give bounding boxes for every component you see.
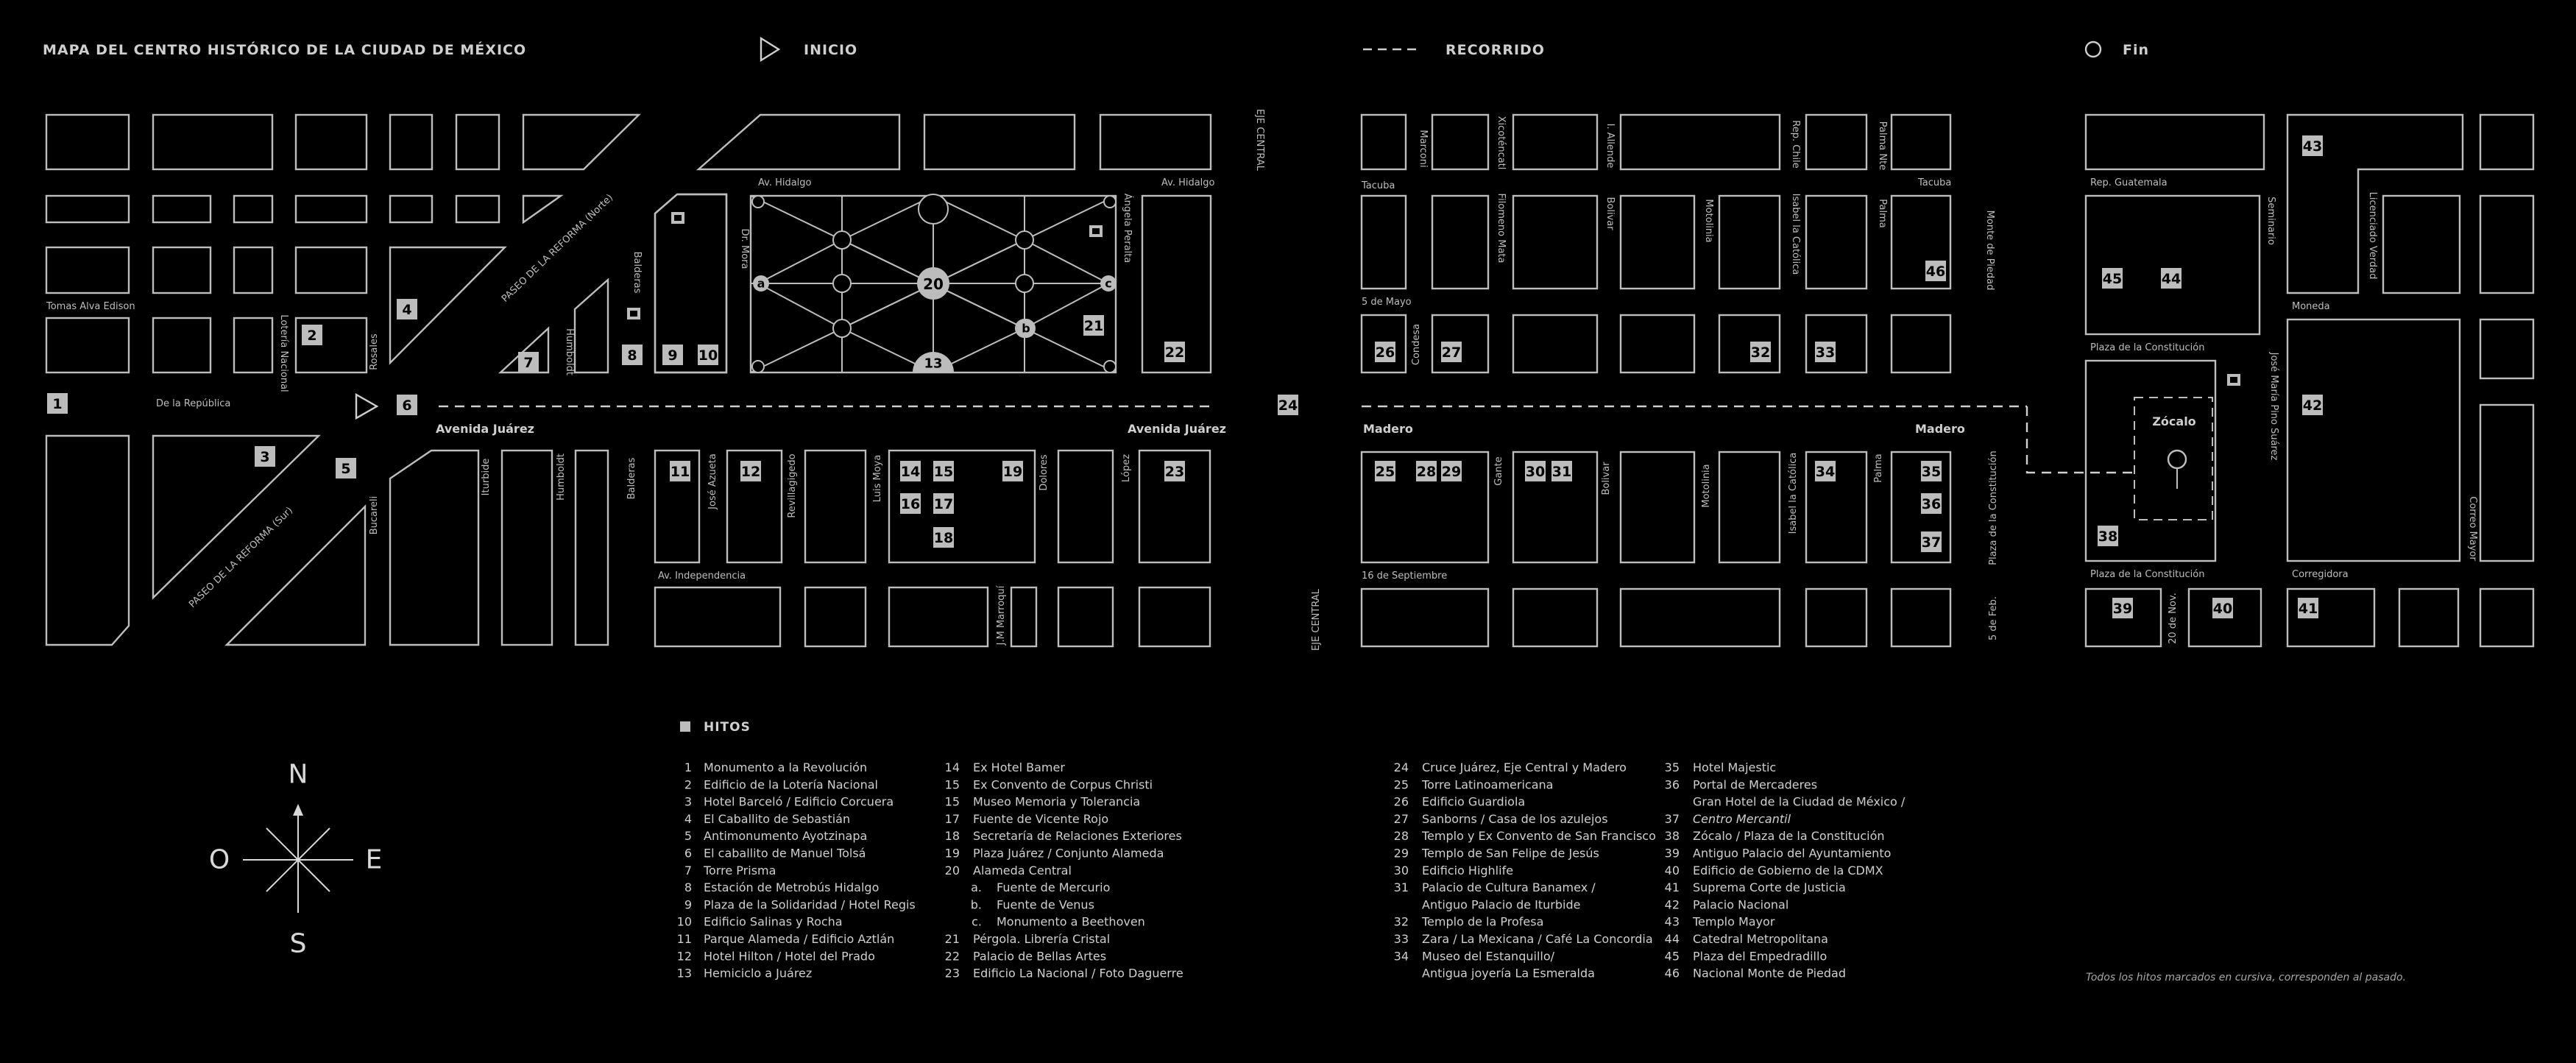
svg-text:Motolinia: Motolinia [1703, 199, 1714, 243]
svg-text:Luis Moya: Luis Moya [872, 454, 883, 503]
hito-number: 31 [1393, 880, 1409, 895]
svg-text:Madero: Madero [1363, 422, 1413, 436]
landmark-marker-23 [1164, 461, 1185, 481]
hito-name: Cruce Juárez, Eje Central y Madero [1422, 760, 1627, 774]
hito-number: 23 [944, 966, 960, 981]
svg-text:44: 44 [2161, 271, 2182, 287]
landmark-marker-1 [47, 393, 68, 414]
svg-text:8: 8 [627, 347, 637, 364]
landmark-marker-40 [2212, 598, 2233, 618]
hito-name: Fuente de Vicente Rojo [973, 811, 1109, 826]
landmark-marker-4 [397, 299, 417, 319]
svg-text:Madero: Madero [1915, 422, 1965, 436]
svg-text:Iturbide: Iturbide [481, 458, 492, 496]
svg-text:José María Pino Suárez: José María Pino Suárez [2268, 352, 2279, 461]
hito-number: 39 [1664, 846, 1680, 861]
svg-text:15: 15 [933, 464, 954, 480]
svg-text:11: 11 [670, 464, 690, 480]
landmark-marker-28 [1416, 461, 1437, 481]
svg-text:Av. Hidalgo: Av. Hidalgo [1161, 177, 1215, 188]
svg-text:Revillagigedo: Revillagigedo [787, 453, 798, 518]
svg-text:Correo Mayor: Correo Mayor [2467, 496, 2478, 561]
svg-text:Rosales: Rosales [369, 333, 380, 370]
svg-text:Seminario: Seminario [2265, 197, 2276, 245]
east-blocks [2086, 115, 2533, 646]
landmark-markers [47, 135, 2323, 618]
hito-number: 15 [944, 777, 960, 792]
svg-text:46: 46 [1925, 264, 1946, 280]
hito-number: 21 [944, 932, 960, 946]
landmark-marker-21 [1083, 315, 1104, 336]
svg-text:Avenida Juárez: Avenida Juárez [1128, 422, 1226, 436]
svg-text:29: 29 [1441, 464, 1462, 480]
svg-text:Moneda: Moneda [2292, 301, 2330, 312]
hito-number: 14 [944, 760, 960, 774]
hito-number: 33 [1393, 932, 1409, 946]
hito-name: Fuente de Mercurio [997, 880, 1111, 895]
svg-text:5 de Feb.: 5 de Feb. [1988, 596, 1999, 640]
hito-name: Edificio Guardiola [1422, 794, 1526, 809]
fountain-b-label: b [1022, 321, 1030, 336]
svg-text:37: 37 [1921, 534, 1942, 551]
hito-number: 25 [1393, 777, 1409, 792]
svg-text:José Azueta: José Azueta [707, 453, 718, 509]
landmark-marker-24 [1278, 395, 1298, 415]
hito-name: Estación de Metrobús Hidalgo [704, 880, 880, 895]
compass-rose [209, 760, 383, 959]
hito-name: Templo de la Profesa [1422, 914, 1544, 929]
svg-text:Lotería Nacional: Lotería Nacional [278, 314, 289, 392]
hito-name: Zara / La Mexicana / Café La Concordia [1422, 932, 1653, 946]
svg-text:Bucareli: Bucareli [369, 495, 380, 535]
landmark-marker-46 [1925, 261, 1946, 281]
hito-number: 44 [1664, 932, 1680, 946]
hito-name: Pérgola. Librería Cristal [973, 932, 1111, 946]
svg-text:Plaza de la Constitución: Plaza de la Constitución [2090, 569, 2205, 580]
hito-number: 36 [1664, 777, 1680, 792]
landmark-marker-10 [698, 345, 718, 365]
svg-text:7: 7 [523, 355, 534, 371]
fountain-a-label: a [757, 276, 765, 291]
svg-text:2: 2 [307, 328, 317, 344]
svg-text:López: López [1121, 453, 1132, 483]
hito-name: Plaza del Empedradillo [1693, 949, 1827, 964]
hito-number: 15 [944, 794, 960, 809]
hito-name: Monumento a Beethoven [997, 914, 1145, 929]
landmark-marker-15 [933, 461, 954, 481]
landmark-marker-35 [1921, 461, 1942, 481]
hito-number: 26 [1393, 794, 1409, 809]
alameda-center-label: 20 [923, 275, 944, 293]
hito-number: 29 [1393, 846, 1409, 861]
svg-text:34: 34 [1815, 464, 1836, 480]
svg-text:19: 19 [1002, 464, 1023, 480]
svg-text:PASEO DE LA REFORMA (Sur): PASEO DE LA REFORMA (Sur) [187, 505, 296, 610]
hito-number: 37 [1664, 811, 1680, 826]
hito-number: 38 [1664, 829, 1680, 844]
hito-number: b. [970, 897, 982, 912]
svg-text:Zócalo: Zócalo [2152, 414, 2196, 428]
svg-text:24: 24 [1278, 398, 1298, 414]
hito-name: Fuente de Venus [997, 897, 1094, 912]
landmark-marker-45 [2102, 268, 2123, 289]
svg-text:20 de Nov.: 20 de Nov. [2168, 593, 2179, 644]
hito-name: Zócalo / Plaza de la Constitución [1693, 829, 1885, 844]
landmark-marker-3 [255, 446, 275, 467]
svg-text:Av. Independencia: Av. Independencia [658, 571, 746, 582]
hito-name: Antigua joyería La Esmeralda [1422, 966, 1595, 981]
svg-text:12: 12 [740, 464, 761, 480]
svg-text:Xicoténcatl: Xicoténcatl [1496, 116, 1507, 170]
alameda-park [751, 194, 1117, 372]
landmark-marker-39 [2112, 598, 2133, 618]
hito-name: Ex Convento de Corpus Christi [973, 777, 1153, 792]
street-labels [46, 109, 2478, 651]
svg-text:1: 1 [52, 396, 63, 412]
hito-name: El Caballito de Sebastián [704, 811, 851, 826]
svg-text:Gante: Gante [1493, 456, 1504, 486]
landmark-marker-38 [2098, 526, 2118, 546]
compass-west-label: O [208, 844, 230, 875]
hito-name: Edificio Highlife [1422, 863, 1514, 877]
svg-text:38: 38 [2098, 529, 2118, 545]
svg-text:Monte de Piedad: Monte de Piedad [1984, 210, 1995, 291]
landmark-marker-36 [1921, 493, 1942, 514]
svg-text:6: 6 [402, 398, 412, 414]
footnote: Todos los hitos marcados en cursiva, corresponden al pasado. [2086, 972, 2406, 983]
hito-number: 3 [684, 794, 692, 809]
hito-name: Antimonumento Ayotzinapa [704, 829, 868, 844]
svg-text:Bolivar: Bolivar [1601, 462, 1612, 495]
hito-number: 12 [676, 949, 692, 964]
svg-text:Humboldt: Humboldt [556, 453, 567, 501]
landmark-marker-9 [662, 345, 683, 365]
hito-number: 28 [1393, 829, 1409, 844]
legend-end [2086, 42, 2149, 58]
svg-text:Corregidora: Corregidora [2292, 569, 2349, 580]
landmark-marker-2 [302, 325, 322, 345]
hito-name: Hemiciclo a Juárez [704, 966, 813, 981]
hito-name: Palacio de Bellas Artes [973, 949, 1107, 964]
hitos-list [677, 760, 1906, 981]
svg-text:26: 26 [1375, 345, 1395, 361]
svg-text:Plaza de la Constitución: Plaza de la Constitución [1988, 451, 1999, 565]
fountain-c-label: c [1105, 276, 1112, 291]
hemiciclo-label: 13 [924, 356, 943, 372]
svg-text:Humboldt: Humboldt [564, 328, 575, 375]
landmark-marker-8 [622, 345, 643, 365]
hito-number: 10 [676, 914, 692, 929]
hito-number: 4 [684, 811, 692, 826]
hito-number: 27 [1393, 811, 1409, 826]
svg-text:39: 39 [2112, 601, 2133, 617]
svg-text:25: 25 [1375, 464, 1395, 480]
svg-text:36: 36 [1921, 496, 1942, 512]
hito-number: a. [971, 880, 982, 895]
route-start-triangle-icon [356, 395, 377, 418]
svg-text:14: 14 [900, 464, 921, 480]
landmark-marker-26 [1375, 342, 1395, 362]
hito-number: 11 [676, 932, 692, 946]
svg-text:EJE CENTRAL: EJE CENTRAL [1254, 109, 1265, 171]
hito-number: 45 [1664, 949, 1680, 964]
landmark-marker-6 [397, 395, 417, 415]
hito-name: Museo del Estanquillo/ [1422, 949, 1555, 964]
hito-name: Parque Alameda / Edificio Aztlán [704, 932, 895, 946]
hito-number: 34 [1393, 949, 1409, 964]
hito-name: Templo y Ex Convento de San Francisco [1422, 829, 1656, 844]
hito-number: 18 [944, 829, 960, 844]
landmark-marker-12 [740, 461, 761, 481]
hito-name: Palacio de Cultura Banamex / [1422, 880, 1596, 895]
svg-text:Plaza de la Constitución: Plaza de la Constitución [2090, 342, 2205, 353]
svg-text:Palma Nte: Palma Nte [1877, 121, 1888, 171]
svg-text:I. Allende: I. Allende [1604, 123, 1616, 169]
hito-number: 22 [944, 949, 960, 964]
svg-text:35: 35 [1921, 464, 1942, 480]
svg-text:5: 5 [341, 461, 351, 477]
hitos-square-icon [680, 721, 690, 732]
svg-text:Avenida Juárez: Avenida Juárez [436, 422, 534, 436]
svg-text:Rep. Chile: Rep. Chile [1790, 120, 1801, 169]
svg-text:16: 16 [900, 496, 921, 512]
hito-name: Ex Hotel Bamer [973, 760, 1065, 774]
svg-text:23: 23 [1164, 464, 1185, 480]
landmark-marker-5 [336, 458, 356, 478]
hito-number: 9 [684, 897, 692, 912]
hito-number: 6 [684, 846, 692, 861]
landmark-marker-14 [900, 461, 921, 481]
landmark-marker-30 [1525, 461, 1546, 481]
svg-text:27: 27 [1441, 345, 1462, 361]
svg-text:Marconi: Marconi [1418, 130, 1429, 168]
landmark-marker-41 [2298, 598, 2318, 618]
landmark-marker-7 [518, 352, 539, 372]
hito-name: Templo de San Felipe de Jesús [1422, 846, 1599, 861]
svg-text:4: 4 [402, 302, 412, 318]
svg-text:10: 10 [698, 347, 718, 364]
svg-text:5 de Mayo: 5 de Mayo [1362, 297, 1412, 308]
metro-icons [627, 212, 2240, 386]
svg-text:Motolinia: Motolinia [1701, 464, 1712, 508]
landmark-marker-42 [2302, 395, 2323, 415]
landmark-marker-22 [1164, 342, 1185, 362]
central-blocks [1362, 115, 1950, 646]
hito-name: Nacional Monte de Piedad [1693, 966, 1847, 981]
hito-number: c. [972, 914, 982, 929]
svg-text:17: 17 [933, 496, 954, 512]
west-blocks [46, 115, 1211, 646]
svg-text:Palma: Palma [1877, 199, 1888, 228]
landmark-marker-27 [1441, 342, 1462, 362]
landmark-marker-31 [1551, 461, 1572, 481]
hito-name: Plaza Juárez / Conjunto Alameda [973, 846, 1164, 861]
svg-text:De la República: De la República [156, 398, 231, 409]
hito-name: Suprema Corte de Justicia [1693, 880, 1846, 895]
hito-number: 20 [944, 863, 960, 877]
svg-text:Dolores: Dolores [1038, 454, 1050, 491]
svg-text:Licenciado Verdad: Licenciado Verdad [2367, 191, 2378, 280]
svg-text:Balderas: Balderas [626, 457, 637, 500]
svg-text:18: 18 [933, 530, 954, 546]
hito-name: Gran Hotel de la Ciudad de México / [1693, 794, 1906, 809]
svg-text:40: 40 [2212, 601, 2233, 617]
hito-name: Hotel Barceló / Edificio Corcuera [704, 794, 894, 809]
hito-number: 1 [684, 760, 692, 774]
legend-route-label: RECORRIDO [1446, 42, 1545, 58]
svg-text:32: 32 [1750, 345, 1771, 361]
compass-north-label: N [288, 759, 308, 790]
hito-number: 30 [1393, 863, 1409, 877]
hito-number: 19 [944, 846, 960, 861]
svg-text:J.M Marroquí: J.M Marroquí [996, 585, 1007, 646]
svg-text:30: 30 [1525, 464, 1546, 480]
svg-text:33: 33 [1815, 345, 1836, 361]
landmark-marker-19 [1002, 461, 1023, 481]
svg-text:9: 9 [668, 347, 678, 364]
hito-name: Torre Latinoamericana [1422, 777, 1554, 792]
svg-text:Palma: Palma [1873, 453, 1884, 483]
svg-text:Tomas Alva Edison: Tomas Alva Edison [46, 301, 135, 312]
svg-text:Filomeno Mata: Filomeno Mata [1496, 193, 1507, 264]
hito-number: 24 [1393, 760, 1409, 774]
svg-text:43: 43 [2302, 138, 2323, 155]
hito-name: Plaza de la Solidaridad / Hotel Regis [704, 897, 916, 912]
svg-text:Bolivar: Bolivar [1604, 197, 1616, 230]
hito-name: El caballito de Manuel Tolsá [704, 846, 866, 861]
end-circle-icon [2086, 42, 2101, 57]
landmark-marker-33 [1815, 342, 1836, 362]
hito-name: Catedral Metropolitana [1693, 932, 1828, 946]
hito-name: Monumento a la Revolución [704, 760, 868, 774]
svg-text:Ángela Peralta: Ángela Peralta [1122, 193, 1133, 264]
svg-text:3: 3 [260, 449, 270, 465]
landmark-marker-43 [2302, 135, 2323, 156]
hito-name: Secretaría de Relaciones Exteriores [973, 829, 1182, 844]
hito-number: 13 [676, 966, 692, 981]
svg-text:PASEO DE LA REFORMA (Norte): PASEO DE LA REFORMA (Norte) [499, 192, 616, 305]
svg-text:EJE CENTRAL: EJE CENTRAL [1311, 589, 1322, 651]
hitos-title: HITOS [704, 720, 751, 735]
hito-number: 42 [1664, 897, 1680, 912]
legend-start-label: INICIO [804, 42, 858, 58]
hito-number: 7 [684, 863, 692, 877]
compass-south-label: S [289, 928, 307, 959]
hito-name: Centro Mercantil [1693, 811, 1791, 826]
hito-name: Museo Memoria y Tolerancia [973, 794, 1141, 809]
hito-name: Alameda Central [973, 863, 1072, 877]
map-title: MAPA DEL CENTRO HISTÓRICO DE LA CIUDAD DE MÉXICO [43, 42, 527, 58]
hito-number: 5 [684, 829, 692, 844]
hito-name: Hotel Majestic [1693, 760, 1777, 774]
hito-name: Sanborns / Casa de los azulejos [1422, 811, 1608, 826]
hito-name: Palacio Nacional [1693, 897, 1789, 912]
svg-text:42: 42 [2302, 398, 2323, 414]
svg-text:45: 45 [2102, 271, 2123, 287]
hito-name: Edificio de la Lotería Nacional [704, 777, 878, 792]
hito-name: Antiguo Palacio del Ayuntamiento [1693, 846, 1892, 861]
hito-name: Templo Mayor [1693, 914, 1775, 929]
hito-number: 17 [944, 811, 960, 826]
landmark-marker-44 [2161, 268, 2182, 289]
hito-number: 43 [1664, 914, 1680, 929]
svg-text:Dr. Mora: Dr. Mora [739, 228, 750, 269]
legend-start [761, 38, 857, 60]
svg-text:21: 21 [1083, 318, 1104, 334]
hito-name: Antiguo Palacio de Iturbide [1422, 897, 1581, 912]
svg-text:Condesa: Condesa [1411, 323, 1422, 366]
hito-number: 46 [1664, 966, 1680, 981]
hito-name: Edificio La Nacional / Foto Daguerre [973, 966, 1183, 981]
svg-text:31: 31 [1551, 464, 1572, 480]
landmark-marker-34 [1815, 461, 1836, 481]
legend-route [1363, 42, 1545, 58]
hito-number: 2 [684, 777, 692, 792]
svg-text:28: 28 [1416, 464, 1437, 480]
hito-name: Hotel Hilton / Hotel del Prado [704, 949, 875, 964]
landmark-marker-32 [1750, 342, 1771, 362]
svg-text:Isabel la Católica: Isabel la Católica [1790, 193, 1801, 275]
landmark-marker-11 [670, 461, 690, 481]
legend-end-label: Fin [2123, 42, 2150, 58]
landmark-marker-25 [1375, 461, 1395, 481]
start-triangle-icon [761, 38, 779, 60]
hito-number: 32 [1393, 914, 1409, 929]
hito-name: Edificio de Gobierno de la CDMX [1693, 863, 1883, 877]
svg-text:Tacuba: Tacuba [1918, 177, 1952, 188]
compass-east-label: E [365, 844, 383, 875]
hito-name: Torre Prisma [704, 863, 776, 877]
hito-number: 41 [1664, 880, 1680, 895]
landmark-marker-16 [900, 493, 921, 514]
hito-name: Edificio Salinas y Rocha [704, 914, 843, 929]
landmark-marker-18 [933, 527, 954, 548]
landmark-marker-17 [933, 493, 954, 514]
svg-text:Isabel la Católica: Isabel la Católica [1788, 452, 1799, 534]
hito-number: 8 [684, 880, 692, 895]
hito-number: 40 [1664, 863, 1680, 877]
svg-text:41: 41 [2298, 601, 2318, 617]
svg-text:22: 22 [1164, 345, 1185, 361]
hito-number: 35 [1664, 760, 1680, 774]
svg-text:Av. Hidalgo: Av. Hidalgo [758, 177, 812, 188]
landmark-marker-29 [1441, 461, 1462, 481]
route-path [356, 395, 2134, 473]
svg-text:16 de Septiembre: 16 de Septiembre [1362, 571, 1448, 582]
landmark-marker-37 [1921, 532, 1942, 552]
svg-text:Rep. Guatemala: Rep. Guatemala [2090, 177, 2168, 188]
svg-text:Balderas: Balderas [631, 251, 643, 294]
hito-name: Portal de Mercaderes [1693, 777, 1818, 792]
svg-text:Tacuba: Tacuba [1362, 180, 1395, 191]
